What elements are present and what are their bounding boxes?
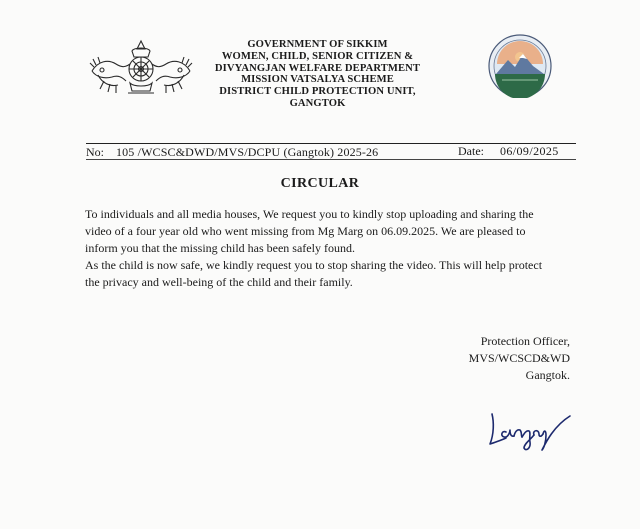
reference-number: 105 /WCSC&DWD/MVS/DCPU (Gangtok) 2025-26 (116, 145, 379, 159)
department-header (210, 39, 425, 110)
header-line-welfare: DIVYANGJAN WELFARE DEPARTMENT (214, 62, 421, 74)
reference-line (86, 143, 576, 160)
circular-date: 06/09/2025 (500, 144, 559, 158)
circular-title: CIRCULAR (280, 176, 360, 191)
body-line: inform you that the missing child has been safely found. (85, 241, 355, 255)
handwritten-signature (484, 402, 574, 454)
body-line: As the child is now safe, we kindly request you to stop sharing the video. This will help protect (85, 258, 543, 272)
signoff-block (469, 333, 570, 384)
state-emblem-icon (88, 37, 194, 99)
header-line-government: GOVERNMENT OF SIKKIM (247, 39, 388, 50)
header-line-unit: DISTRICT CHILD PROTECTION UNIT, (219, 86, 416, 98)
header-line-city: GANGTOK (289, 97, 346, 109)
mountain-seal-icon (488, 34, 552, 98)
signoff-designation: Protection Officer, (480, 334, 570, 348)
body-line: To individuals and all media houses, We request you to kindly stop uploading and sharing the (85, 207, 534, 221)
header-line-scheme: MISSION VATSALYA SCHEME (241, 74, 394, 86)
body-line: video of a four year old who went missing from Mg Marg on 06.09.2025. We are pleased to (85, 224, 526, 238)
reference-number-label: No: (86, 145, 104, 159)
body-line: the privacy and well-being of the child and their family. (85, 275, 353, 289)
signoff-place: Gangtok. (525, 368, 570, 382)
signoff-office: MVS/WCSCD&WD (468, 351, 570, 365)
header-line-department: WOMEN, CHILD, SENIOR CITIZEN & (221, 50, 414, 62)
date-label: Date: (458, 144, 484, 158)
circular-body (85, 206, 585, 291)
